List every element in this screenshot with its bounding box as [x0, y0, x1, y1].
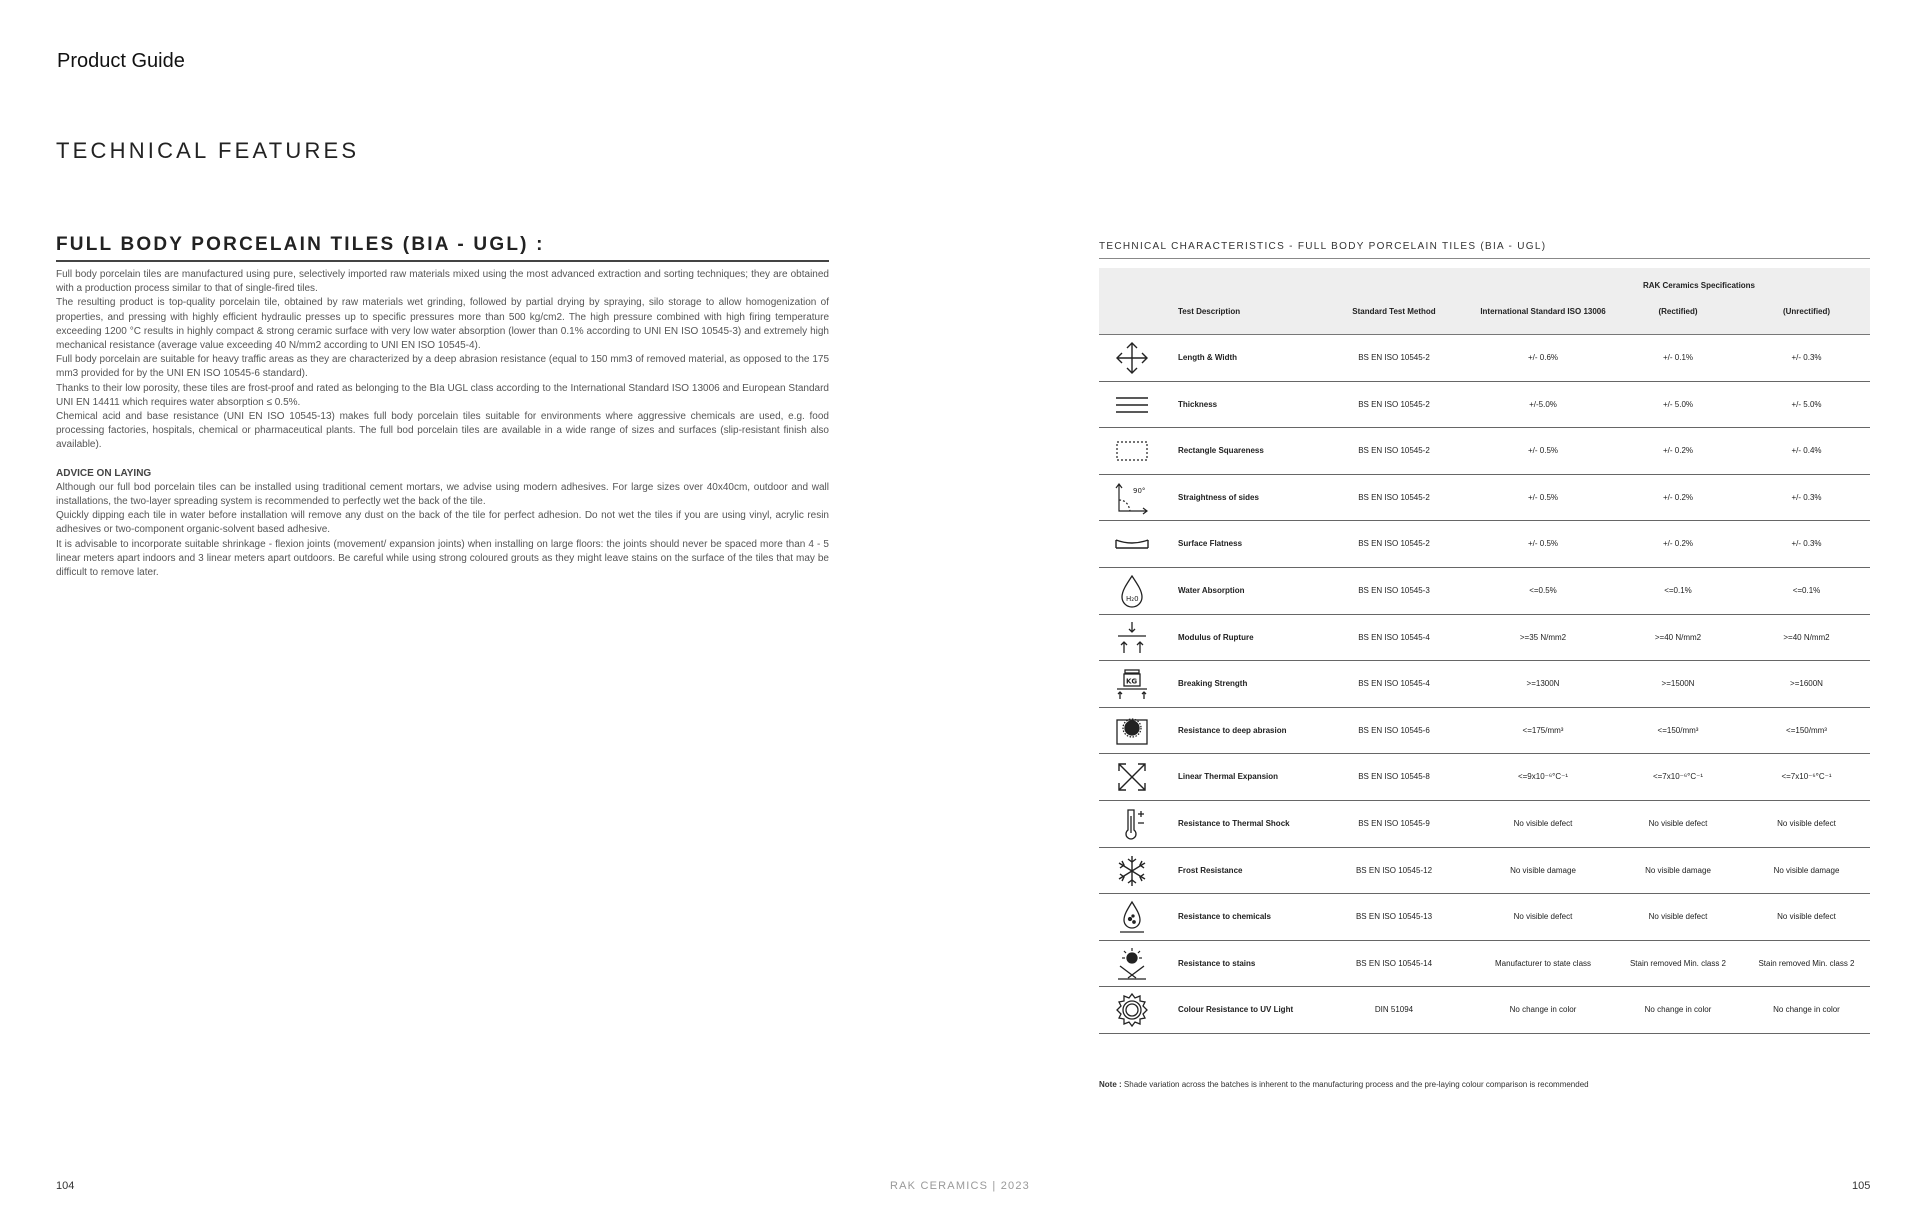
- product-guide-label: Product Guide: [57, 50, 185, 72]
- spec-table-section: [1099, 241, 1870, 1034]
- paragraph: It is advisable to incorporate suitable shrinkage - flexion joints (movement/ expansion joints) when installing on large floors: the joints should never be spaced more than 4 - 5 linear meters apart indoors and 3 linear meters apart outdoors. Be careful while using strong coloured grouts as they might leave stains on the surface of the tiles that may be difficult to remove later.: [56, 538, 829, 579]
- svg-text:90°: 90°: [1133, 486, 1146, 495]
- cell-unrectified-value: Stain removed Min. class 2: [1758, 958, 1855, 968]
- cell-standard: BS EN ISO 10545-2: [1358, 399, 1430, 409]
- cell-description: Linear Thermal Expansion: [1178, 772, 1279, 782]
- cell-description: Resistance to stains: [1178, 958, 1256, 968]
- cell-rectified-value: >=1500N: [1661, 679, 1695, 689]
- cell-rectified-value: >=40 N/mm2: [1654, 632, 1702, 642]
- cell-iso-value: +/- 0.6%: [1527, 353, 1558, 362]
- cell-rectified-value: <=7x10⁻⁶°C⁻¹: [1652, 772, 1704, 782]
- cell-description: Resistance to deep abrasion: [1178, 725, 1287, 735]
- cell-rectified-value: No visible damage: [1645, 865, 1711, 875]
- cell-description: Frost Resistance: [1178, 865, 1243, 875]
- cell-rectified-value: +/- 0.2%: [1662, 539, 1693, 549]
- cell-standard: BS EN ISO 10545-12: [1355, 865, 1433, 875]
- cell-description: Length & Width: [1178, 353, 1238, 362]
- table-caption: TECHNICAL CHARACTERISTICS - FULL BODY PORCELAIN TILES (BIA - UGL): [1099, 241, 1870, 259]
- page-number-left: 104: [56, 1180, 75, 1192]
- water-drop-icon: [1114, 573, 1150, 609]
- cell-description: Breaking Strength: [1178, 679, 1248, 689]
- cell-rectified-value: Stain removed Min. class 2: [1629, 958, 1727, 968]
- cell-iso-value: <=9x10⁻⁶°C⁻¹: [1517, 772, 1569, 782]
- cell-description: Resistance to chemicals: [1178, 912, 1271, 922]
- table-row: [1099, 894, 1870, 941]
- cell-iso-value: +/- 0.5%: [1527, 446, 1558, 456]
- paragraph: The resulting product is top-quality porcelain tile, obtained by raw materials wet grinding, followed by partial drying by spraying, silo storage to allow homogenization of properties, and pressing with highly efficient hydraulic presses up to specific pressures more than 500 kg/cm2. The high pressure combined with high firing temperature exceeding 1200 °C results in highly compact & strong ceramic surface with very low water absorption (lower than 0.1% according to UNI EN ISO 10545-3) and extremely high mechanical resistance (average value exceeding 40 N/mm2 according to UNI EN ISO 10545-4).: [56, 297, 829, 352]
- col-header-unrectified: (Unrectified): [1782, 307, 1831, 316]
- page-title: TECHNICAL FEATURES: [56, 138, 360, 163]
- cell-standard: BS EN ISO 10545-8: [1358, 772, 1430, 782]
- table-row: [1099, 382, 1870, 429]
- table-row: [1099, 987, 1870, 1034]
- cell-unrectified-value: +/- 0.4%: [1791, 446, 1822, 456]
- thickness-lines-icon: [1114, 387, 1150, 423]
- cell-rectified-value: +/- 5.0%: [1662, 399, 1693, 409]
- cell-standard: BS EN ISO 10545-2: [1358, 353, 1430, 362]
- cell-standard: BS EN ISO 10545-4: [1358, 679, 1430, 689]
- table-row: [1099, 661, 1870, 708]
- cell-unrectified-value: <=150/mm³: [1786, 725, 1827, 735]
- cell-iso-value: No visible defect: [1513, 912, 1573, 922]
- table-row: [1099, 941, 1870, 988]
- cell-standard: DIN 51094: [1374, 1005, 1414, 1015]
- cell-standard: BS EN ISO 10545-14: [1355, 958, 1433, 968]
- sun-uv-icon: [1114, 992, 1150, 1028]
- cell-unrectified-value: No visible defect: [1777, 818, 1836, 828]
- kg-weight-icon: [1114, 666, 1150, 702]
- cell-unrectified-value: +/- 5.0%: [1791, 399, 1822, 409]
- cell-rectified-value: +/- 0.2%: [1662, 492, 1693, 502]
- paragraph: Although our full bod porcelain tiles can be installed using traditional cement mortars, we advise using modern adhesives. For large sizes over 40x40cm, outdoor and wall installations, the two-layer spreading system is recommended to perfectly wet the back of the tile.: [56, 481, 829, 508]
- cell-iso-value: >=1300N: [1526, 679, 1560, 689]
- cell-description: Water Absorption: [1178, 585, 1245, 595]
- cell-unrectified-value: No visible defect: [1777, 912, 1836, 922]
- cell-standard: BS EN ISO 10545-2: [1358, 492, 1430, 502]
- cell-unrectified-value: +/- 0.3%: [1791, 492, 1822, 502]
- cell-unrectified-value: +/- 0.3%: [1791, 353, 1822, 362]
- rak-spec-header: RAK Ceramics Specifications: [1642, 281, 1756, 290]
- page-number-right: 105: [1852, 1180, 1871, 1192]
- cell-standard: BS EN ISO 10545-3: [1358, 585, 1430, 595]
- thermometer-icon: [1114, 806, 1150, 842]
- cell-description: Surface Flatness: [1178, 539, 1243, 549]
- paragraph: Chemical acid and base resistance (UNI EN ISO 10545-13) makes full body porcelain tiles suitable for environments where aggressive chemicals are used, e.g. food processing factories, hospitals, chemical or pharmaceutical plants. The full bod porcelain tiles are available in a wide range of sizes and surfaces (slip-resistant finish also available).: [56, 411, 829, 451]
- table-row: [1099, 801, 1870, 848]
- paragraph: Quickly dipping each tile in water before installation will remove any dust on the back of the tile for perfect adhesion. Do not wet the tiles if you are using vinyl, acrylic resin adhesives or two-component organic-solvent based adhesive.: [56, 510, 829, 536]
- snowflake-icon: [1114, 853, 1150, 889]
- cell-standard: BS EN ISO 10545-9: [1358, 818, 1430, 828]
- note-label: Note :: [1099, 1080, 1122, 1089]
- col-header-description: Test Description: [1178, 307, 1241, 316]
- svg-text:KG: KG: [1126, 677, 1138, 686]
- cell-unrectified-value: >=1600N: [1790, 679, 1823, 689]
- cell-description: Colour Resistance to UV Light: [1178, 1005, 1294, 1015]
- chemical-drop-icon: [1114, 899, 1150, 935]
- cell-rectified-value: No visible defect: [1648, 912, 1708, 922]
- cell-standard: BS EN ISO 10545-4: [1358, 632, 1430, 642]
- table-row: [1099, 428, 1870, 475]
- curved-surface-icon: [1114, 526, 1150, 562]
- paragraph: Thanks to their low porosity, these tiles are frost-proof and rated as belonging to the BIa UGL class according to the International Standard ISO 13006 and European Standard UNI EN 14411 which requires water absorption ≤ 0.5%.: [56, 382, 829, 408]
- intro-text: [56, 268, 829, 580]
- table-row: [1099, 521, 1870, 568]
- cell-rectified-value: +/- 0.1%: [1662, 353, 1693, 362]
- cell-rectified-value: No change in color: [1644, 1005, 1712, 1015]
- col-header-iso: International Standard ISO 13006: [1480, 307, 1606, 316]
- advice-heading: ADVICE ON LAYING: [56, 467, 152, 479]
- cell-description: Modulus of Rupture: [1178, 632, 1254, 642]
- cell-unrectified-value: +/- 0.3%: [1791, 539, 1822, 549]
- left-column: [56, 234, 829, 580]
- cell-standard: BS EN ISO 10545-2: [1358, 446, 1430, 456]
- cell-description: Resistance to Thermal Shock: [1178, 818, 1290, 828]
- cell-iso-value: Manufacturer to state class: [1494, 958, 1592, 968]
- section-heading: FULL BODY PORCELAIN TILES (BIA - UGL) :: [56, 234, 829, 262]
- footer-brand: RAK CERAMICS | 2023: [890, 1180, 1030, 1192]
- cell-iso-value: <=175/mm³: [1522, 725, 1564, 735]
- table-row: [1099, 568, 1870, 615]
- cell-iso-value: +/-5.0%: [1529, 399, 1557, 409]
- paragraph: Full body porcelain are suitable for heavy traffic areas as they are characterized by a deep abrasion resistance (equal to 150 mm3 of removed material, as opposed to the 175 mm3 provided for by the UNI EN ISO 10545-6 standard).: [56, 354, 829, 380]
- dashed-rectangle-icon: [1114, 433, 1150, 469]
- table-row: [1099, 475, 1870, 522]
- length-width-arrows-icon: [1114, 340, 1150, 376]
- cell-standard: BS EN ISO 10545-2: [1358, 539, 1430, 549]
- table-row: [1099, 615, 1870, 662]
- col-header-rectified: (Rectified): [1658, 307, 1698, 316]
- paragraph: Full body porcelain tiles are manufactured using pure, selectively imported raw materials mixed using the most advanced extraction and sorting techniques; they are obtained with a production process similar to that of single-fired tiles.: [56, 269, 829, 295]
- pressure-arrows-icon: [1114, 620, 1150, 656]
- cell-description: Rectangle Squareness: [1178, 446, 1264, 456]
- cell-standard: BS EN ISO 10545-6: [1358, 725, 1430, 735]
- cell-unrectified-value: <=7x10⁻⁶°C⁻¹: [1781, 772, 1832, 782]
- table-row: [1099, 708, 1870, 755]
- col-header-standard: Standard Test Method: [1352, 307, 1436, 316]
- right-angle-icon: [1114, 480, 1150, 516]
- cell-iso-value: <=0.5%: [1529, 585, 1557, 595]
- cell-unrectified-value: >=40 N/mm2: [1783, 632, 1830, 642]
- cell-iso-value: No visible defect: [1513, 818, 1573, 828]
- cell-rectified-value: +/- 0.2%: [1662, 446, 1693, 456]
- cell-rectified-value: No visible defect: [1648, 818, 1708, 828]
- table-row: [1099, 848, 1870, 895]
- cell-iso-value: +/- 0.5%: [1527, 539, 1558, 549]
- cell-unrectified-value: No change in color: [1773, 1005, 1840, 1015]
- abrasion-wheel-icon: [1114, 713, 1150, 749]
- cell-rectified-value: <=0.1%: [1664, 585, 1692, 595]
- table-row: [1099, 754, 1870, 801]
- cell-iso-value: No change in color: [1509, 1005, 1577, 1015]
- cell-standard: BS EN ISO 10545-13: [1355, 912, 1433, 922]
- cell-description: Thickness: [1178, 399, 1218, 409]
- note: [1099, 1080, 1589, 1089]
- cell-unrectified-value: <=0.1%: [1792, 585, 1821, 595]
- cell-unrectified-value: No visible damage: [1773, 865, 1840, 875]
- cell-rectified-value: <=150/mm³: [1657, 725, 1699, 735]
- note-text: Shade variation across the batches is inherent to the manufacturing process and the pre-laying colour comparison is recommended: [1123, 1080, 1589, 1089]
- table-header: [1099, 268, 1870, 335]
- table-body: [1099, 335, 1870, 1034]
- cell-iso-value: No visible damage: [1510, 865, 1576, 875]
- cell-description: Straightness of sides: [1178, 492, 1259, 502]
- svg-text:H₂0: H₂0: [1126, 594, 1139, 603]
- cell-iso-value: >=35 N/mm2: [1519, 632, 1567, 642]
- cell-iso-value: +/- 0.5%: [1527, 492, 1558, 502]
- table-row: [1099, 335, 1870, 382]
- expansion-arrows-icon: [1114, 759, 1150, 795]
- stain-splash-icon: [1114, 946, 1150, 982]
